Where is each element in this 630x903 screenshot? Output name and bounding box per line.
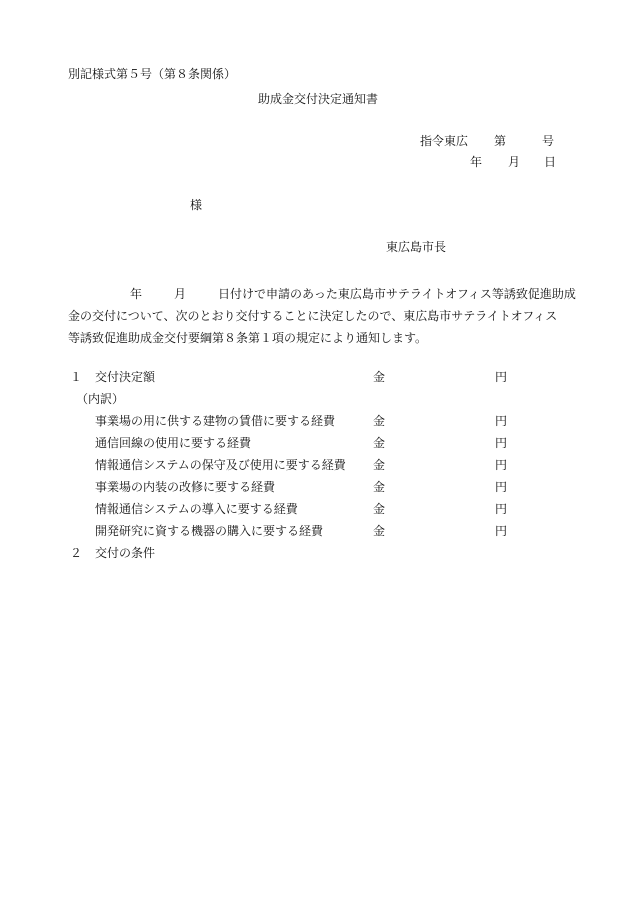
- breakdown-label: （内訳）: [76, 392, 125, 406]
- form-number-label: 別記様式第５号（第８条関係）: [68, 67, 237, 81]
- breakdown-item-yen: 円: [495, 480, 508, 494]
- breakdown-item-kin: 金: [373, 414, 386, 428]
- breakdown-item-label: 通信回線の使用に要する経費: [95, 436, 252, 450]
- item-1-label: 交付決定額: [95, 370, 156, 384]
- item-2-label: 交付の条件: [95, 546, 156, 560]
- breakdown-item-kin: 金: [373, 502, 386, 516]
- breakdown-item-label: 事業場の内装の改修に要する経費: [95, 480, 276, 494]
- item-1-yen: 円: [495, 370, 508, 384]
- breakdown-item-label: 事業場の用に供する建物の賃借に要する経費: [95, 414, 336, 428]
- breakdown-item-yen: 円: [495, 414, 508, 428]
- breakdown-item-label: 情報通信システムの保守及び使用に要する経費: [95, 458, 346, 472]
- body-date-year: 年: [130, 287, 143, 301]
- item-2-number: ２: [70, 546, 83, 560]
- sender-name: 東広島市長: [386, 240, 447, 254]
- body-line-3: 等誘致促進助成金交付要綱第８条第１項の規定により通知します。: [68, 331, 428, 345]
- body-line-1-text: 日付けで申請のあった東広島市サテライトオフィス等誘致促進助成: [218, 287, 576, 301]
- body-date-month: 月: [174, 287, 187, 301]
- date-year: 年: [470, 155, 483, 169]
- breakdown-item-label: 情報通信システムの導入に要する経費: [95, 502, 298, 516]
- item-1-kin: 金: [373, 370, 386, 384]
- breakdown-item-kin: 金: [373, 436, 386, 450]
- breakdown-item-kin: 金: [373, 480, 386, 494]
- breakdown-item-yen: 円: [495, 458, 508, 472]
- reference-dai: 第: [494, 134, 507, 148]
- addressee-honorific: 様: [190, 198, 203, 212]
- reference-prefix: 指令東広: [420, 134, 469, 148]
- document-title: 助成金交付決定通知書: [258, 92, 379, 106]
- body-line-2: 金の交付について、次のとおり交付することに決定したので、東広島市サテライトオフィス: [68, 309, 558, 323]
- body-line-1: [68, 283, 576, 305]
- date-month: 月: [508, 155, 521, 169]
- breakdown-item-yen: 円: [495, 524, 508, 538]
- breakdown-item-kin: 金: [373, 458, 386, 472]
- reference-go: 号: [542, 134, 555, 148]
- breakdown-item-yen: 円: [495, 502, 508, 516]
- date-day: 日: [544, 155, 557, 169]
- notification-body: [68, 283, 576, 349]
- item-1-number: １: [70, 370, 83, 384]
- breakdown-item-label: 開発研究に資する機器の購入に要する経費: [95, 524, 324, 538]
- breakdown-item-yen: 円: [495, 436, 508, 450]
- breakdown-item-kin: 金: [373, 524, 386, 538]
